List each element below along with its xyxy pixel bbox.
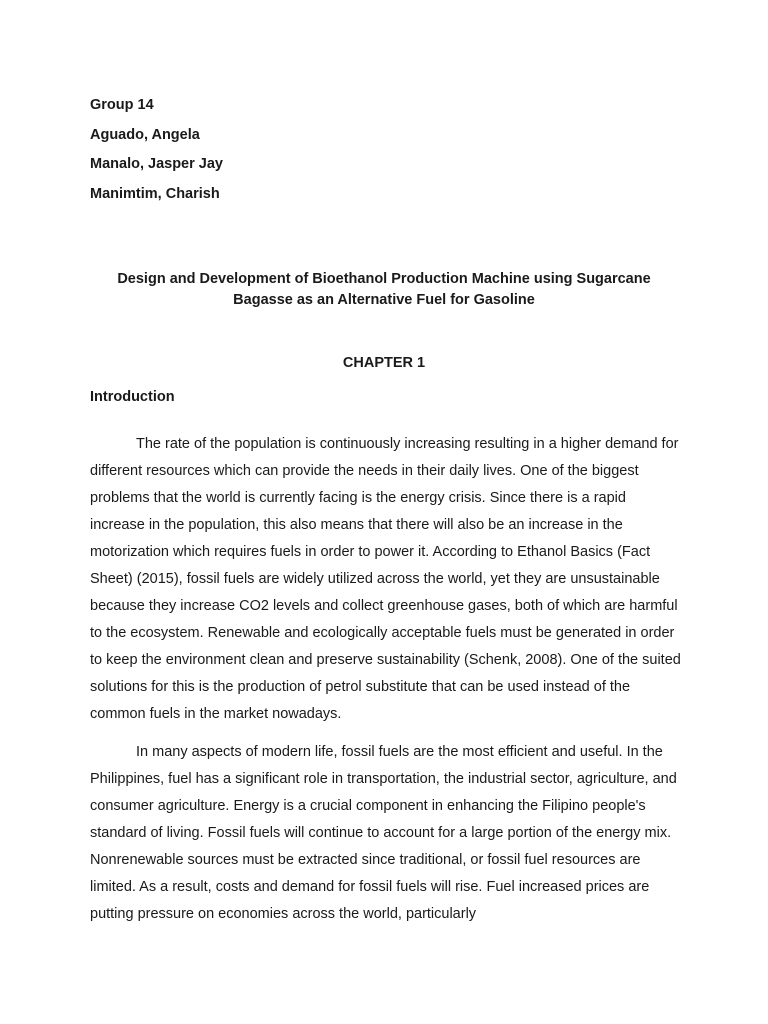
body-paragraph: The rate of the population is continuously increasing resulting in a higher demand for different resources which can provide the needs in their daily lives. One of the biggest problems that the world is currently facing is the energy crisis. Since there is a rapid increase in the population, this also means that there will also be an increase in the motorization which requires fuels in order to power it. According to Ethanol Basics (Fact Sheet) (2015), fossil fuels are widely utilized across the world, yet they are unsustainable because they increase CO2 levels and collect greenhouse gases, both of which are harmful to the ecosystem. Renewable and ecologically acceptable fuels must be generated in order to keep the environment clean and preserve sustainability (Schenk, 2008). One of the suited solutions for this is the production of petrol substitute that can be used instead of the common fuels in the market nowadays.	[90, 436, 681, 722]
author-name: Aguado, Angela	[90, 126, 200, 143]
author-name: Manalo, Jasper Jay	[90, 156, 223, 172]
document-title: Design and Development of Bioethanol Production Machine using Sugarcane Bagasse as an Alternative Fuel for Gasoline	[117, 271, 651, 308]
author-name: Manimtim, Charish	[90, 185, 220, 202]
author-block	[90, 91, 223, 209]
group-label: Group 14	[90, 97, 154, 113]
body-paragraph: In many aspects of modern life, fossil fuels are the most efficient and useful. In the Philippines, fuel has a significant role in transportation, the industrial sector, agriculture, and consumer agriculture. Energy is a crucial component in enhancing the Filipino people's standard of living. Fossil fuels will continue to account for a large portion of the energy mix. Nonrenewable sources must be extracted since traditional, or fossil fuel resources are limited. As a result, costs and demand for fossil fuels will rise. Fuel increased prices are putting pressure on economies across the world, particularly	[90, 744, 677, 922]
section-heading-introduction: Introduction	[90, 389, 175, 405]
chapter-heading: CHAPTER 1	[342, 355, 426, 371]
